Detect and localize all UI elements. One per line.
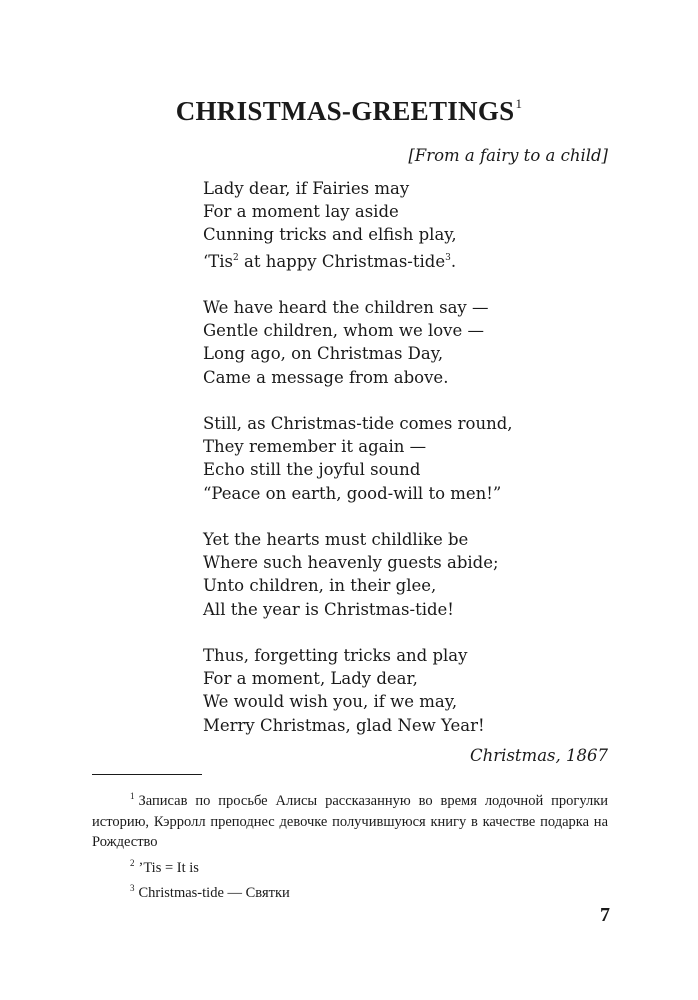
footnote-1 (92, 786, 608, 853)
poem-line: All the year is Christmas-tide! (203, 599, 454, 619)
poem-line: Cunning tricks and elfish play, (203, 225, 457, 245)
poem-line-part: . (450, 251, 457, 271)
poem-line-part: at happy Christmas-tide (238, 251, 446, 271)
poem-line: We have heard the children say — (203, 298, 489, 317)
poem-line: Came a message from above. (203, 367, 449, 387)
poem-line-part: ‘Tis (203, 251, 233, 271)
stanza-2 (203, 296, 513, 389)
signature-date: Christmas, 1867 (470, 746, 608, 765)
footnote-3 (92, 878, 608, 904)
poem-line: Yet the hearts must childlike be (203, 530, 469, 549)
stanza-3 (203, 412, 513, 505)
stanza-1 (203, 177, 513, 273)
poem-title (0, 96, 698, 127)
poem-body (203, 177, 513, 760)
title-footnote-ref[interactable]: 1 (515, 96, 523, 111)
poem-line: Merry Christmas, glad New Year! (203, 715, 485, 735)
poem-line: Still, as Christmas-tide comes round, (203, 414, 513, 433)
poem-line: Echo still the joyful sound (203, 460, 421, 480)
poem-line: For a moment lay aside (203, 202, 399, 222)
footnote-ref-2[interactable]: 2 (233, 252, 239, 263)
footnote-ref-3[interactable]: 3 (445, 252, 451, 263)
poem-line: Unto children, in their glee, (203, 576, 437, 596)
footnotes (92, 786, 608, 904)
footnote-number: 3 (130, 883, 135, 893)
poem-line: Long ago, on Christmas Day, (203, 344, 444, 364)
footnote-text: Записав по просьбе Алисы рассказанную во время лодочной прогулки историю, Кэрролл преподнес девочке получившуюся книгу в качестве подарка на Рождество (92, 793, 608, 850)
poem-line: “Peace on earth, good-will to men!” (203, 483, 502, 503)
poem-line (203, 247, 513, 273)
poem-line: Where such heavenly guests abide; (203, 553, 499, 573)
poem-line: Gentle children, whom we love — (203, 321, 484, 341)
poem-line: They remember it again — (203, 437, 427, 457)
footnote-number: 1 (130, 791, 135, 801)
poem-line: We would wish you, if we may, (203, 692, 458, 712)
footnote-text: Christmas-tide — Святки (138, 885, 290, 901)
poem-line: For a moment, Lady dear, (203, 669, 418, 689)
poem-line: Thus, forgetting tricks and play (203, 646, 468, 665)
footnote-text: ’Tis = It is (138, 859, 199, 876)
footnote-number: 2 (130, 857, 135, 868)
poem-line: Lady dear, if Fairies may (203, 179, 410, 198)
stanza-5 (203, 644, 513, 737)
page-number: 7 (600, 904, 610, 926)
footnote-divider (92, 774, 202, 775)
stanza-4 (203, 528, 513, 621)
poem-title-text: CHRISTMAS-GREETINGS (175, 96, 515, 126)
footnote-2 (92, 853, 608, 879)
epigraph: [From a fairy to a child] (408, 146, 608, 165)
